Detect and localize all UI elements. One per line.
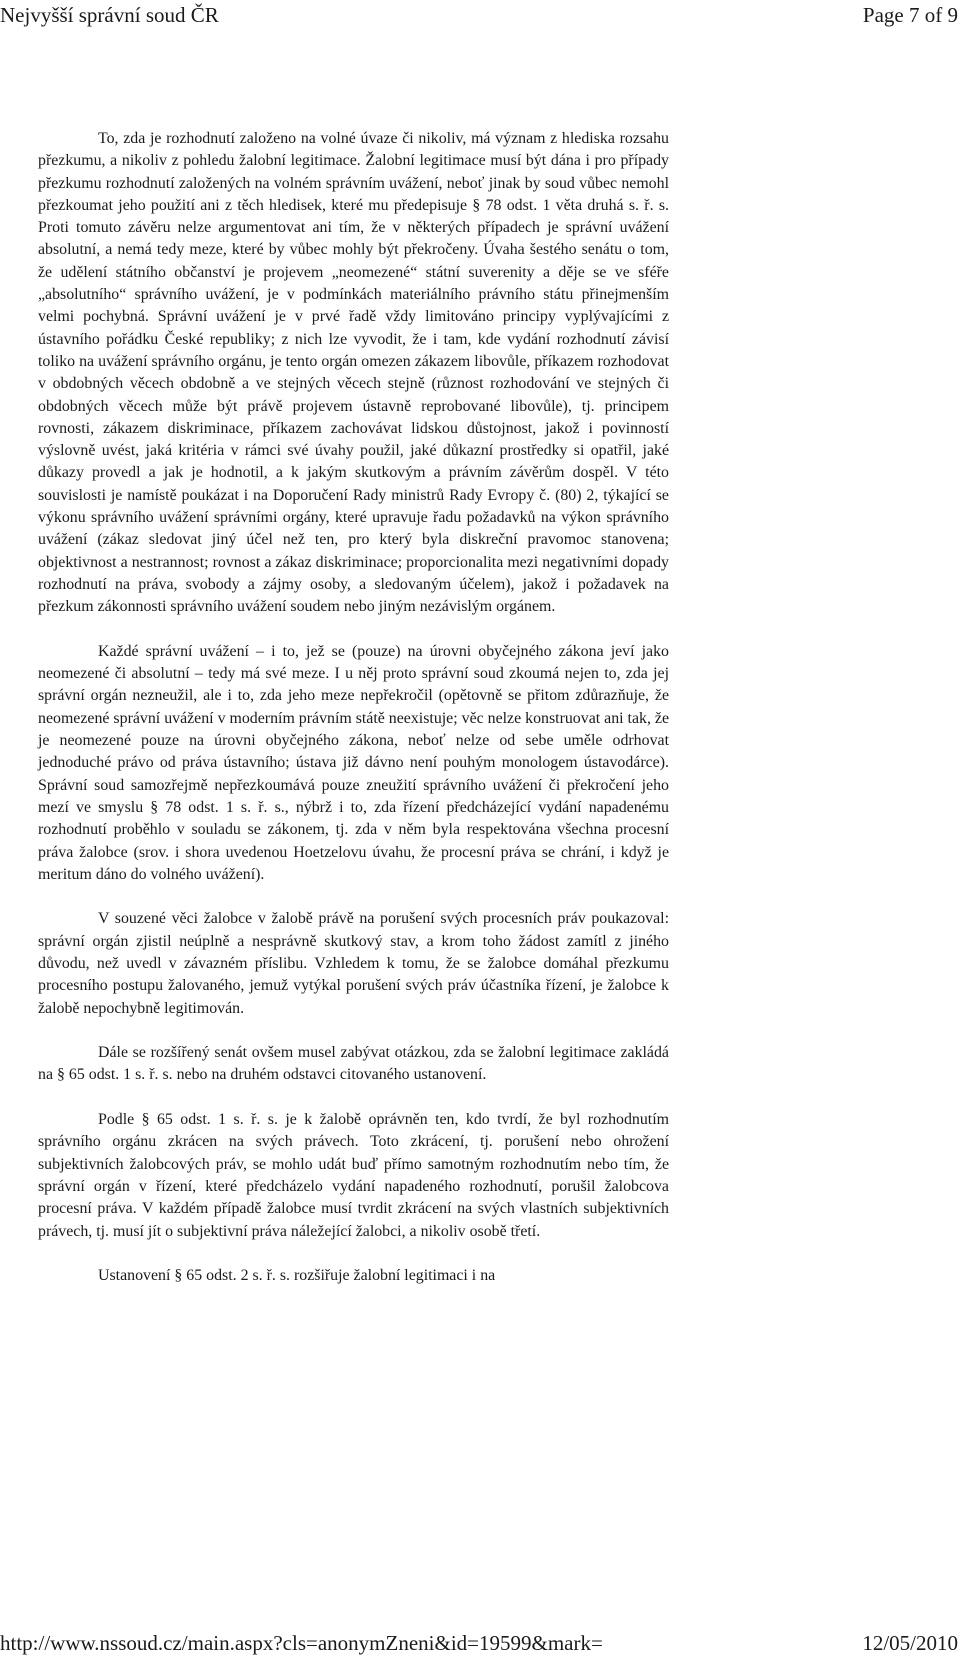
source-url[interactable]: http://www.nssoud.cz/main.aspx?cls=anonymZneni&id=19599&mark= [0, 1631, 603, 1655]
print-header [0, 2, 960, 32]
paragraph-3: V souzené věci žalobce v žalobě právě na porušení svých procesních práv poukazoval: správní orgán zjistil neúplně a nesprávně skutkový stav, a krom toho žádost zamítl z jiného důvodu, než uvedl v závazném příslibu. Vzhledem k tomu, že se žalobce domáhal přezkumu procesního postupu žalovaného, jemuž vytýkal porušení svých práv účastníka řízení, je žalobce k žalobě nepochybně legitimován. [38, 910, 669, 1017]
print-footer [0, 1630, 960, 1657]
page-number: Page 7 of 9 [862, 3, 958, 27]
document-body [38, 128, 669, 1287]
paragraph-6: Ustanovení § 65 odst. 2 s. ř. s. rozšiřuje žalobní legitimaci i na [98, 1267, 496, 1285]
paragraph-2: Každé správní uvážení – i to, jež se (pouze) na úrovni obyčejného zákona jeví jako neomezené či absolutní – tedy má své meze. I u něj proto správní soud zkoumá nejen to, zda jej správní orgán nezneužil, ale i to, zda jeho meze nepřekročil (opětovně se přitom zdůrazňuje, že neomezené správní uvážení v moderním právním státě neexistuje; věc nelze konstruovat ani tak, že je neomezené pouze na úrovni obyčejného zákona, neboť nelze od sebe uměle odrhovat jednoduché právo od práva ústavního; ústava již dávno není pouhým monologem ústavodárce). Správní soud samozřejmě nepřezkoumává pouze zneužití správního uvážení či překročení jeho mezí ve smyslu § 78 odst. 1 s. ř. s., nýbrž i to, zda řízení předcházející vydání napadenému rozhodnutí proběhlo v souladu se zákonem, tj. zda v něm byla respektována všechna procesní práva žalobce (srov. i shora uvedenou Hoetzelovu úvahu, že procesní práva se chrání, i když je meritum dáno do volného uvážení). [38, 642, 669, 883]
print-date: 12/05/2010 [862, 1631, 958, 1655]
paragraph-1: To, zda je rozhodnutí založeno na volné úvaze či nikoliv, má význam z hlediska rozsahu přezkumu, a nikoliv z pohledu žalobní legitimace. Žalobní legitimace musí být dána i pro případy přezkumu rozhodnutí založených na volném správním uvážení, neboť jinak by soud vůbec nemohl přezkoumat jeho použití ani z těch hledisek, které mu předepisuje § 78 odst. 1 věta druhá s. ř. s. Proti tomuto závěru nelze argumentovat ani tím, že v některých případech je správní uvážení absolutní, a nemá tedy meze, které by vůbec mohly být překročeny. Úvaha šestého senátu o tom, že udělení státního občanství je projevem „neomezené“ státní suverenity a děje se ve sféře „absolutního“ správního uvážení, je v podmínkách materiálního právního státu přinejmenším velmi pochybná. Správní uvážení je v prvé řadě vždy limitováno principy vyplývajícími z ústavního pořádku České republiky; z nich lze vyvodit, že i tam, kde vydání rozhodnutí závisí toliko na uvážení správního orgánu, je tento orgán omezen zákazem libovůle, příkazem rozhodovat v obdobných věcech obdobně a ve stejných věcech stejně (různost rozhodování ve stejných či obdobných věcech může být právě projevem ústavně reprobované libovůle), tj. principem rovnosti, zákazem diskriminace, příkazem zachovávat lidskou důstojnost, jakož i povinností výslovně uvést, jaká kritéria v rámci své úvahy použil, jaké důkazní prostředky si opatřil, jaké důkazy provedl a jak je hodnotil, a k jakým skutkovým a právním závěrům dospěl. V této souvislosti je namístě poukázat i na Doporučení Rady ministrů Rady Evropy č. (80) 2, týkající se výkonu správního uvážení správními orgány, které upravuje řadu požadavků na výkon správního uvážení (zákaz sledovat jiný účel než ten, pro který byla diskreční pravomoc stanovena; objektivnost a nestrannost; rovnost a zákaz diskriminace; proporcionalita mezi negativními dopady rozhodnutí na práva, svobody a zájmy osoby, a sledovaným účelem), jakož i požadavek na přezkum zákonnosti správního uvážení soudem nebo jiným nezávislým orgánem. [38, 130, 669, 616]
paragraph-4: Dále se rozšířený senát ovšem musel zabývat otázkou, zda se žalobní legitimace zakládá na § 65 odst. 1 s. ř. s. nebo na druhém odstavci citovaného ustanovení. [38, 1044, 669, 1084]
paragraph-5: Podle § 65 odst. 1 s. ř. s. je k žalobě oprávněn ten, kdo tvrdí, že byl rozhodnutím správního orgánu zkrácen na svých právech. Toto zkrácení, tj. porušení nebo ohrožení subjektivních žalobcových práv, se mohlo udát buď přímo samotným rozhodnutím nebo tím, že správní orgán v řízení, které předcházelo vydání napadeného rozhodnutí, porušil žalobcova procesní práva. V každém případě žalobce musí tvrdit zkrácení na svých vlastních subjektivních právech, tj. musí jít o subjektivní práva náležející žalobci, a nikoliv osobě třetí. [38, 1111, 669, 1240]
page-title: Nejvyšší správní soud ČR [0, 3, 219, 27]
